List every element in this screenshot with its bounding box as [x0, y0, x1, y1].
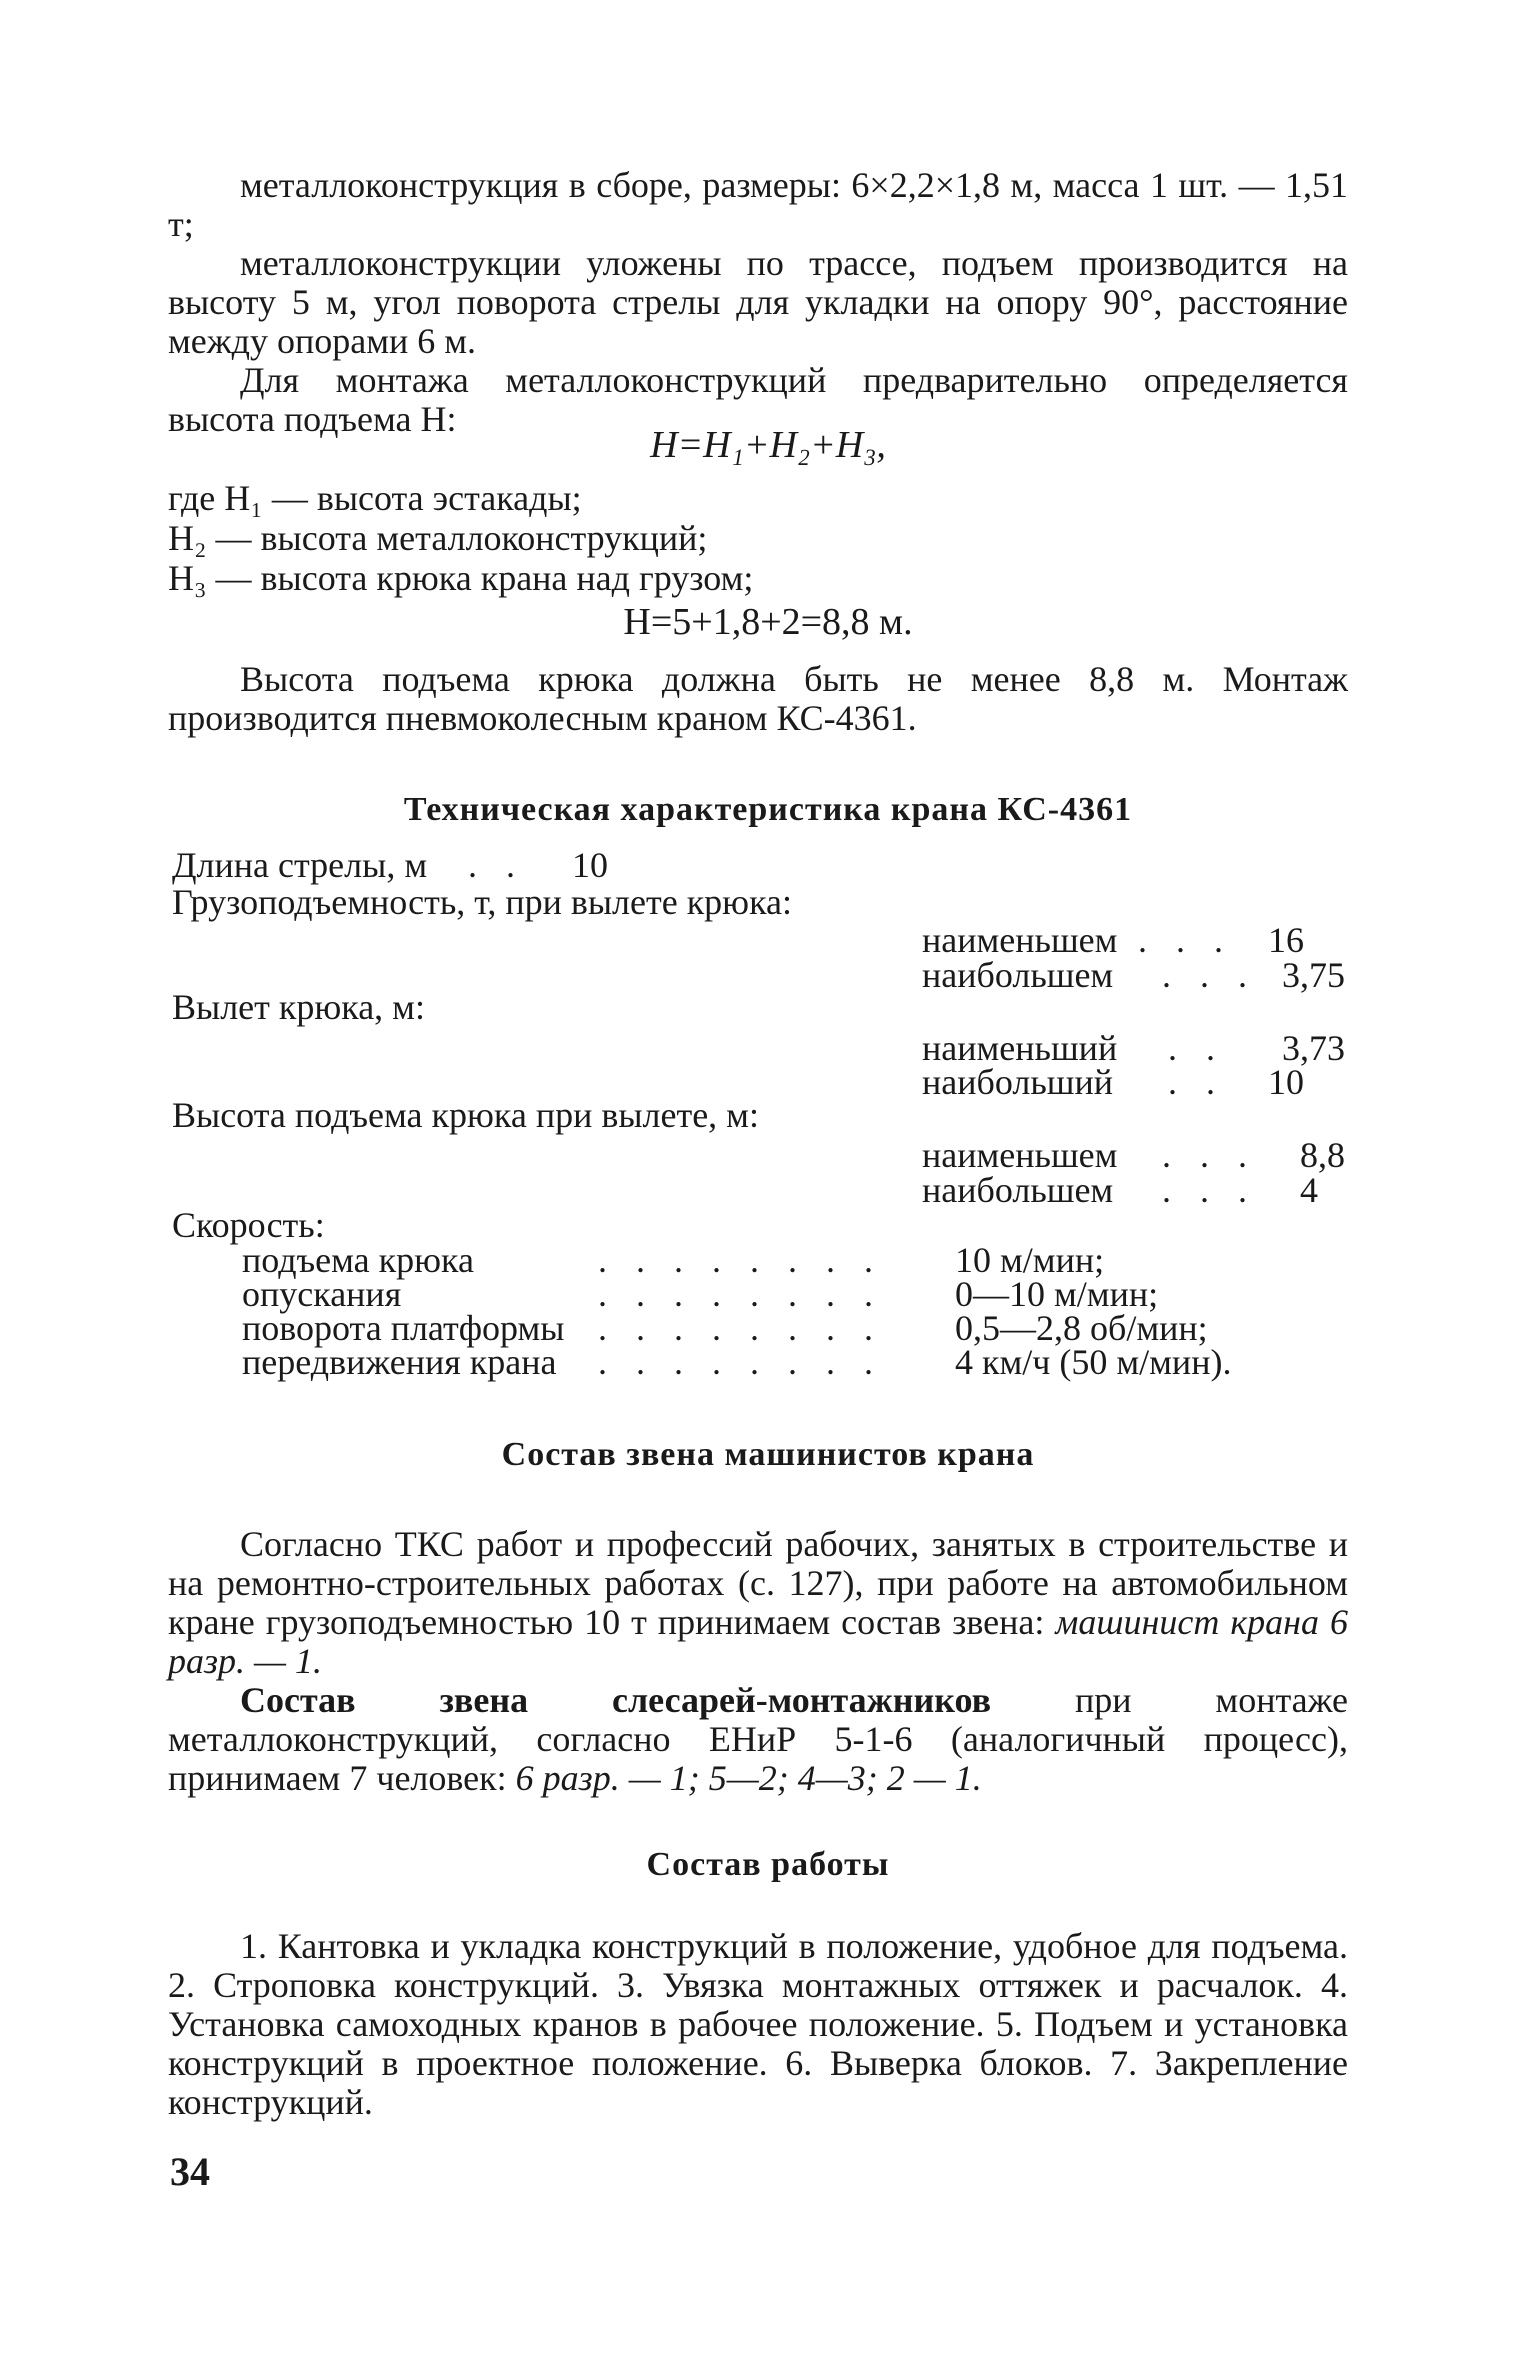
page-number: 34: [170, 2149, 210, 2194]
work-heading: Состав работы: [646, 1846, 890, 1883]
intro-paragraph-1: металлоконструкция в сборе, размеры: 6×2,2×1,8 м, масса 1 шт. — 1,51 т;: [168, 165, 1348, 244]
crew-paragraph-1-italic: машинист крана 6 разр. — 1.: [168, 1602, 1349, 1681]
crew-paragraph-2-bold: Состав звена слесарей-монтажников: [240, 1680, 992, 1720]
crew-paragraph-1: [168, 1525, 1348, 1681]
capacity-max-dots: . . .: [1162, 955, 1257, 995]
work-block: [168, 1927, 1348, 2122]
speed-slew-dots: . . . . . . . .: [598, 1308, 883, 1348]
capacity-min-value: 16: [1268, 920, 1304, 960]
capacity-max-value: 3,75: [1282, 955, 1345, 995]
reach-max-dots: . .: [1168, 1062, 1225, 1102]
boom-length-label: Длина стрелы, м: [172, 845, 428, 885]
hook-height-label: Высота подъема крюка при вылете, м:: [172, 1095, 759, 1135]
definition-h1: где H₁ — высота эстакады;: [168, 478, 582, 518]
speed-lower-dots: . . . . . . . .: [598, 1274, 883, 1314]
reach-min-value: 3,73: [1282, 1028, 1345, 1068]
height-formula: H=H₁+H₂+H₃,: [650, 424, 886, 466]
crew-block: [168, 1525, 1348, 1798]
conclusion-paragraph: Высота подъема крюка должна быть не менее 8,8 м. Монтаж производится пневмоколесным краном КС-4361.: [168, 659, 1348, 738]
intro-paragraph-3: Для монтажа металлоконструкций предварительно определяется высота подъема H:: [168, 360, 1348, 439]
definitions-list: [168, 478, 1168, 598]
conclusion-block: [168, 660, 1348, 738]
speed-travel-label: передвижения крана: [242, 1342, 557, 1382]
hook-height-min-value: 8,8: [1300, 1135, 1345, 1175]
reach-min-dots: . .: [1168, 1028, 1225, 1068]
speed-hoist-value: 10 м/мин;: [955, 1240, 1105, 1280]
hook-height-max-dots: . . .: [1162, 1170, 1257, 1210]
boom-length-dots: . .: [468, 845, 525, 885]
reach-label: Вылет крюка, м:: [172, 987, 425, 1027]
capacity-min-dots: . . .: [1138, 920, 1233, 960]
reach-min-label: наименьший: [922, 1028, 1118, 1068]
work-paragraph: 1. Кантовка и укладка конструкций в положение, удобное для подъема. 2. Строповка конструкций. 3. Увязка монтажных оттяжек и расчалок. 4. Установка самоходных кранов в рабочее положение. 5. Подъем и установка конструкций в проектное положение. 6. Выверка блоков. 7. Закрепление конструкций.: [168, 1926, 1348, 2122]
height-calculation: H=5+1,8+2=8,8 м.: [623, 601, 913, 643]
hook-height-max-value: 4: [1300, 1170, 1318, 1210]
reach-max-label: наибольший: [922, 1062, 1113, 1102]
speed-travel-dots: . . . . . . . .: [598, 1342, 883, 1382]
hook-height-min-label: наименьшем: [922, 1135, 1118, 1175]
speed-slew-label: поворота платформы: [242, 1308, 565, 1348]
speed-lower-label: опускания: [242, 1274, 402, 1314]
crew-paragraph-2-italic: 6 разр. — 1; 5—2; 4—3; 2 — 1.: [515, 1758, 982, 1798]
capacity-min-label: наименьшем: [922, 920, 1118, 960]
crew-paragraph-1-text: Согласно ТКС работ и профессий рабочих, занятых в строительстве и на ремонтно-строительных работах (с. 127), при работе на автомобильном кране грузоподъемностью 10 т принимаем состав звена:: [168, 1524, 1348, 1642]
capacity-max-label: наибольшем: [922, 955, 1114, 995]
definition-h3: H₃ — высота крюка крана над грузом;: [168, 558, 754, 598]
intro-block: [168, 166, 1348, 439]
capacity-label: Грузоподъемность, т, при вылете крюка:: [172, 882, 792, 922]
crew-paragraph-2-text: при монтаже металлоконструкций, согласно ЕНиР 5-1-6 (аналогичный процесс), принимаем 7 человек:: [168, 1680, 1348, 1798]
speed-lower-value: 0—10 м/мин;: [955, 1274, 1159, 1314]
crane-spec-heading: Техническая характеристика крана КС-4361: [403, 791, 1133, 828]
speed-travel-value: 4 км/ч (50 м/мин).: [955, 1342, 1232, 1382]
reach-max-value: 10: [1268, 1062, 1304, 1102]
intro-paragraph-2: металлоконструкции уложены по трассе, подъем производится на высоту 5 м, угол поворота стрелы для укладки на опору 90°, расстояние между опорами 6 м.: [168, 243, 1348, 361]
hook-height-min-dots: . . .: [1162, 1135, 1257, 1175]
speed-slew-value: 0,5—2,8 об/мин;: [955, 1308, 1208, 1348]
crane-crew-heading: Состав звена машинистов крана: [501, 1436, 1035, 1473]
hook-height-max-label: наибольшем: [922, 1170, 1114, 1210]
definition-h2: H₂ — высота металлоконструкций;: [168, 518, 708, 558]
crew-paragraph-2: [168, 1681, 1348, 1798]
speed-label: Скорость:: [172, 1205, 325, 1245]
speed-hoist-label: подъема крюка: [242, 1240, 474, 1280]
speed-hoist-dots: . . . . . . . .: [598, 1240, 883, 1280]
boom-length-value: 10: [572, 845, 608, 885]
